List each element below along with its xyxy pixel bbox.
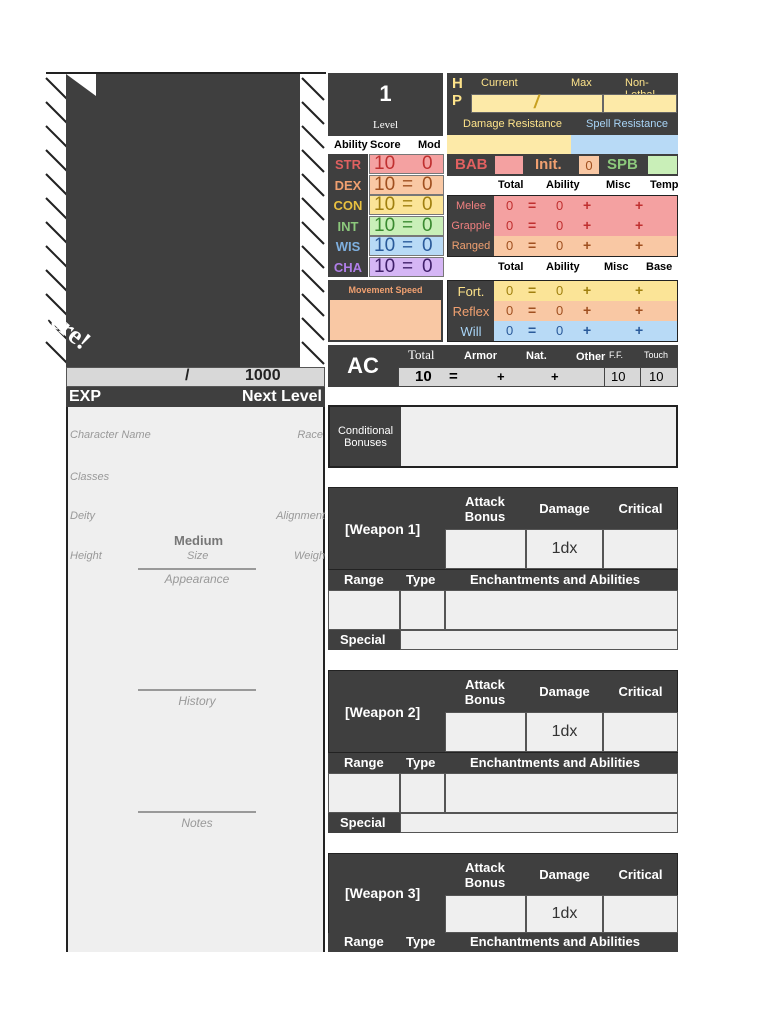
notes-divider	[138, 811, 256, 813]
weight-label: Weigh	[294, 550, 325, 562]
weapon-header-1	[328, 487, 678, 570]
save-label-will: Will	[460, 323, 482, 339]
ability-score-wis: 10	[374, 235, 396, 256]
portrait-corner	[66, 74, 96, 98]
ability-eq-int: =	[402, 215, 414, 236]
exp-label-row	[66, 387, 325, 407]
enchant-label-2: Enchantments and Abilities	[470, 755, 640, 770]
bab-init-row	[447, 154, 678, 176]
ac-ff-value: 10	[611, 369, 626, 384]
history-divider	[138, 689, 256, 691]
appearance-divider	[138, 568, 256, 570]
type-label-3: Type	[406, 934, 436, 949]
attack-bonus-line1-2: Attack	[465, 677, 505, 692]
init-field[interactable]	[579, 156, 599, 174]
critical-label-3: Critical	[618, 866, 663, 882]
will-plus-2: +	[635, 322, 644, 338]
save-label-reflex: Reflex	[452, 303, 490, 319]
ac-armor-label: Armor	[464, 350, 498, 362]
save-name-reflex	[448, 301, 494, 321]
special-label-box-1	[328, 630, 400, 650]
attack-bonus-field-2[interactable]	[445, 712, 526, 752]
will-total: 0	[506, 323, 514, 338]
ac-touch-value: 10	[649, 369, 664, 384]
range-field-1[interactable]	[328, 590, 400, 630]
spb-label: SPB	[607, 156, 638, 173]
damage-resistance-label: Damage Resistance	[463, 118, 563, 130]
attack-bonus-line2-2: Bonus	[464, 692, 506, 707]
special-label-2: Special	[340, 815, 386, 830]
ac-total-label: Total	[408, 347, 435, 362]
critical-label-2: Critical	[618, 683, 663, 699]
hp-nonlethal-label: Non-	[625, 77, 649, 89]
damage-value-2: 1dx	[551, 723, 578, 740]
attack-temp-header: Temp	[650, 179, 679, 191]
movement-speed-box	[328, 280, 443, 342]
grapple-plus-2: +	[635, 217, 644, 233]
enchant-label-3: Enchantments and Abilities	[470, 934, 640, 949]
ability-name-con: CON	[333, 197, 363, 213]
ability-eq-con: =	[402, 194, 414, 215]
conditional-label-1: Conditional	[337, 424, 394, 437]
ability-row-con[interactable]	[369, 195, 444, 215]
save-name-will	[448, 321, 494, 341]
attack-row-melee[interactable]	[448, 196, 677, 216]
hp-letter-h: H	[452, 75, 463, 92]
attack-row-ranged[interactable]	[448, 236, 677, 256]
attack-total-header: Total	[498, 179, 524, 191]
hp-nonlethal-field[interactable]	[603, 94, 677, 113]
save-name-fort	[448, 281, 494, 301]
ability-mod-dex: 0	[422, 174, 433, 195]
attack-label-ranged: Ranged	[451, 240, 491, 252]
conditional-label-2: Bonuses	[344, 436, 387, 449]
ability-row-dex[interactable]	[369, 175, 444, 195]
conditional-bonuses	[328, 405, 678, 468]
special-field-1[interactable]	[400, 630, 678, 650]
fort-ability: 0	[556, 283, 564, 298]
ac-eq: =	[449, 368, 458, 385]
enchant-field-2[interactable]	[445, 773, 678, 813]
next-level-label: Next Level	[241, 388, 322, 405]
ability-row-cha[interactable]	[369, 257, 444, 277]
reflex-eq: =	[528, 302, 537, 318]
ability-score-cha: 10	[374, 256, 396, 277]
notes-label: Notes	[181, 816, 213, 830]
ability-score-con: 10	[374, 194, 396, 215]
damage-label-1: Damage	[539, 500, 590, 516]
critical-field-2[interactable]	[603, 712, 678, 752]
ac-other-label: Other	[576, 351, 606, 363]
ability-mod-wis: 0	[422, 235, 433, 256]
appearance-label: Appearance	[164, 572, 230, 586]
range-label-3: Range	[344, 934, 384, 949]
fort-plus-1: +	[583, 282, 592, 298]
classes-label: Classes	[70, 471, 110, 483]
ac-divider-1	[604, 368, 605, 386]
ability-mod-cha: 0	[422, 256, 433, 277]
attack-label-melee: Melee	[456, 200, 486, 212]
exp-next-value: 1000	[245, 367, 281, 384]
ability-score-int: 10	[374, 215, 396, 236]
reflex-plus-2: +	[635, 302, 644, 318]
hp-current-label: Current	[481, 77, 518, 89]
grapple-total: 0	[506, 218, 514, 233]
damage-field-3[interactable]	[526, 895, 603, 933]
character-name-label: Character Name	[70, 429, 151, 441]
conditional-field[interactable]	[401, 407, 676, 466]
range-label-2: Range	[344, 755, 384, 770]
ability-mod-con: 0	[422, 194, 433, 215]
fort-eq: =	[528, 282, 537, 298]
ac-values-row[interactable]	[398, 367, 678, 387]
will-ability: 0	[556, 323, 564, 338]
conditional-label-box	[330, 407, 401, 466]
save-misc-header: Misc	[604, 261, 629, 273]
ability-score-str: 10	[374, 153, 396, 174]
ranged-plus-2: +	[635, 237, 644, 253]
melee-total: 0	[506, 198, 514, 213]
will-plus-1: +	[583, 322, 592, 338]
attack-name-ranged	[448, 236, 494, 256]
ac-header	[398, 345, 678, 367]
type-field-2[interactable]	[400, 773, 445, 813]
alignment-label: Alignment	[276, 510, 325, 522]
race-label: Race	[297, 429, 323, 441]
hp-letter-p: P	[452, 92, 463, 109]
ability-name-dex: DEX	[334, 177, 362, 193]
weapon-name-2[interactable]: [Weapon 2]	[345, 704, 421, 720]
enchant-field-1[interactable]	[445, 590, 678, 630]
weapon-subheader-1	[328, 570, 678, 590]
ability-eq-cha: =	[402, 256, 414, 277]
attack-bonus-field-3[interactable]	[445, 895, 526, 933]
ranged-eq: =	[528, 237, 537, 253]
range-label-1: Range	[344, 572, 384, 587]
ac-touch-label: Touch	[644, 350, 669, 360]
weapon-header-2	[328, 670, 678, 753]
grapple-plus-1: +	[583, 217, 592, 233]
portrait-area[interactable]	[7, 74, 300, 368]
hp-current-max-field[interactable]	[471, 94, 603, 113]
ability-eq-dex: =	[402, 174, 414, 195]
init-label: Init.	[535, 156, 562, 173]
bab-field[interactable]	[495, 156, 523, 174]
exp-input-row[interactable]	[66, 367, 325, 387]
height-label: Height	[70, 550, 102, 562]
level-box	[328, 73, 443, 136]
attack-label-grapple: Grapple	[451, 220, 491, 232]
ability-row-str[interactable]	[369, 154, 444, 174]
weapon-name-3[interactable]: [Weapon 3]	[345, 885, 421, 901]
ability-mod-int: 0	[422, 215, 433, 236]
attack-bonus-line1-1: Attack	[465, 494, 505, 509]
ranged-ability: 0	[556, 238, 564, 253]
grapple-ability: 0	[556, 218, 564, 233]
damage-field-1[interactable]	[526, 529, 603, 569]
movement-speed-field[interactable]	[330, 300, 441, 340]
special-label-box-2	[328, 813, 400, 833]
ability-row-wis[interactable]	[369, 236, 444, 256]
score-header: Score	[370, 139, 401, 151]
ability-row-int[interactable]	[369, 216, 444, 236]
history-label: History	[178, 694, 216, 708]
bab-label: BAB	[455, 156, 488, 173]
ac-nat-label: Nat.	[526, 350, 547, 362]
melee-ability: 0	[556, 198, 564, 213]
critical-field-1[interactable]	[603, 529, 678, 569]
attack-misc-header: Misc	[606, 179, 631, 191]
ability-name-int: INT	[337, 218, 359, 234]
portrait-placeholder-text: re Here!	[7, 274, 97, 356]
size-value[interactable]: Medium	[174, 533, 224, 548]
attack-bonus-line2-1: Bonus	[464, 509, 506, 524]
hp-slash: /	[534, 92, 540, 112]
attack-bonus-field-1[interactable]	[445, 529, 526, 569]
ability-name-cha: CHA	[333, 259, 363, 275]
attack-bonus-line1-3: Attack	[465, 860, 505, 875]
saves-table	[447, 280, 678, 342]
attack-bonus-label-3	[445, 857, 525, 893]
damage-label-2: Damage	[539, 683, 590, 699]
damage-field-2[interactable]	[526, 712, 603, 752]
spell-resistance-field[interactable]	[571, 135, 678, 155]
type-label-2: Type	[406, 755, 436, 770]
mod-header: Mod	[418, 139, 441, 151]
movement-speed-label: Movement Speed	[348, 285, 423, 295]
melee-plus-2: +	[635, 197, 644, 213]
weapon-block-3	[328, 853, 678, 952]
melee-plus-1: +	[583, 197, 592, 213]
damage-label-3: Damage	[539, 866, 590, 882]
weapon-header-3	[328, 853, 678, 936]
ability-mod-str: 0	[422, 153, 433, 174]
ranged-plus-1: +	[583, 237, 592, 253]
level-label: Level	[372, 119, 399, 131]
deity-label: Deity	[70, 510, 96, 522]
exp-slash: /	[185, 367, 190, 384]
attack-name-melee	[448, 196, 494, 216]
special-field-2[interactable]	[400, 813, 678, 833]
init-value: 0	[585, 157, 593, 173]
critical-field-3[interactable]	[603, 895, 678, 933]
range-field-2[interactable]	[328, 773, 400, 813]
ac-divider-2	[640, 368, 641, 386]
save-row-will[interactable]	[448, 321, 677, 341]
reflex-total: 0	[506, 303, 514, 318]
save-row-reflex[interactable]	[448, 301, 677, 321]
enchant-label-1: Enchantments and Abilities	[470, 572, 640, 587]
reflex-plus-1: +	[583, 302, 592, 318]
weapon-block-2	[328, 670, 678, 834]
ac-label-box	[328, 345, 398, 387]
attack-row-grapple[interactable]	[448, 216, 677, 236]
ac-ff-label: F.F.	[609, 350, 624, 360]
ac-total-value: 10	[415, 368, 432, 385]
exp-label: EXP	[69, 388, 102, 405]
ranged-total: 0	[506, 238, 514, 253]
ac-plus-1: +	[497, 369, 505, 384]
ac-plus-2: +	[551, 369, 559, 384]
attack-bonus-label-1	[445, 491, 525, 527]
reflex-ability: 0	[556, 303, 564, 318]
will-eq: =	[528, 322, 537, 338]
save-base-header: Base	[646, 261, 673, 273]
type-label-1: Type	[406, 572, 436, 587]
save-ability-header: Ability	[546, 261, 580, 273]
damage-value-1: 1dx	[551, 540, 578, 557]
ability-name-wis: WIS	[335, 238, 361, 254]
hp-max-label: Max	[571, 77, 592, 89]
exp-bar	[66, 367, 325, 407]
save-total-header: Total	[498, 261, 524, 273]
critical-label-1: Critical	[618, 500, 663, 516]
type-field-1[interactable]	[400, 590, 445, 630]
save-label-fort: Fort.	[457, 283, 485, 299]
spb-field[interactable]	[648, 156, 677, 174]
ability-score-dex: 10	[374, 174, 396, 195]
spell-resistance-label: Spell Resistance	[586, 118, 668, 130]
grapple-eq: =	[528, 217, 537, 233]
attack-table	[447, 195, 678, 257]
hp-box	[447, 73, 678, 135]
attack-bonus-label-2	[445, 674, 525, 710]
level-value[interactable]: 1	[379, 81, 392, 106]
character-details-panel	[66, 407, 325, 952]
ac-label: AC	[347, 353, 379, 378]
size-label: Size	[187, 550, 209, 562]
melee-eq: =	[528, 197, 537, 213]
ability-eq-wis: =	[402, 235, 414, 256]
damage-value-3: 1dx	[551, 905, 578, 922]
fort-total: 0	[506, 283, 514, 298]
weapon-name-1[interactable]: [Weapon 1]	[345, 521, 421, 537]
attack-bonus-line2-3: Bonus	[464, 875, 506, 890]
weapon-block-1	[328, 487, 678, 651]
attack-name-grapple	[448, 216, 494, 236]
ability-name-str: STR	[335, 156, 361, 172]
special-label-1: Special	[340, 632, 386, 647]
save-row-fort[interactable]	[448, 281, 677, 301]
attack-ability-header: Ability	[546, 179, 580, 191]
damage-resistance-field[interactable]	[447, 135, 571, 155]
ability-header: Ability	[334, 139, 368, 151]
weapon-subheader-3	[328, 933, 678, 952]
fort-plus-2: +	[635, 282, 644, 298]
portrait-frame	[7, 72, 326, 368]
weapon-subheader-2	[328, 753, 678, 773]
